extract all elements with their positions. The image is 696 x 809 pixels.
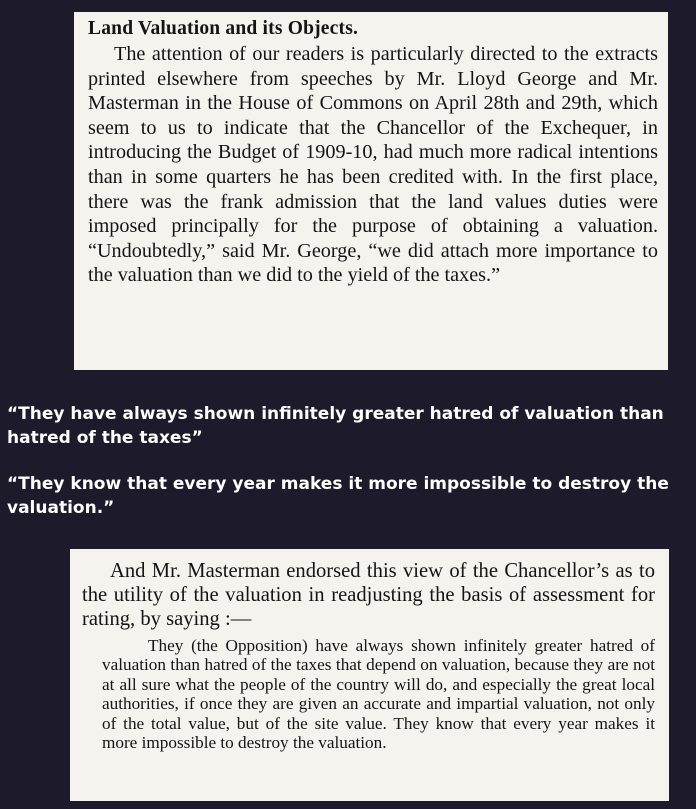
clipping-quote-paragraph: They (the Opposition) have always shown infinitely greater hatred of valuation than hatred of the taxes that depend on valuation, because they are not at all sure what the people of the country will do, and especially the great local authorities, if once they are given an accurate and impartial valuation, not only of the total value, but of the site value. They know that every year makes it more impossible to destroy the valuation. (102, 636, 655, 753)
highlighted-quotes (7, 403, 693, 543)
newspaper-clipping-bottom (70, 549, 669, 801)
clipping-headline: Land Valuation and its Objects. (88, 18, 359, 39)
highlight-quote-1: “They have always shown infinitely greater hatred of valuation than hatred of the taxes” (7, 404, 664, 448)
newspaper-clipping-top (74, 12, 668, 370)
highlight-quote-2: “They know that every year makes it more impossible to destroy the valuation.” (7, 474, 669, 518)
clipping-body-paragraph: The attention of our readers is particularly directed to the extracts printed elsewhere from speeches by Mr. Lloyd George and Mr. Masterman in the House of Commons on April 28th and 29th, which seem to us to indicate that the Chancellor of the Exchequer, in introducing the Budget of 1909-10, had much more radical intentions than in some quarters he has been credited with. In the first place, there was the frank admission that the land values duties were imposed principally for the purpose of obtaining a valuation. “Undoubtedly,” said Mr. George, “we did attach more importance to the valuation than we did to the yield of the taxes.” (88, 43, 658, 287)
clipping-lead-paragraph: And Mr. Masterman endorsed this view of the Chancellor’s as to the utility of the valuation in readjusting the basis of assessment for rating, by saying :— (82, 560, 655, 630)
